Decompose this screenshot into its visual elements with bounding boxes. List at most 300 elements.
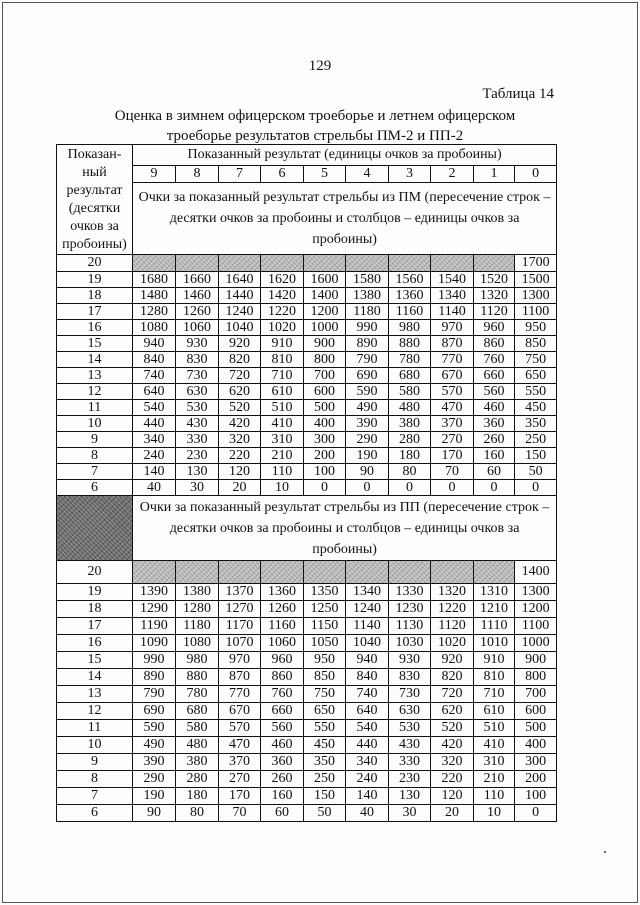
table-cell: 180 [176, 788, 219, 805]
table-row [57, 720, 557, 737]
table-cell: 790 [346, 352, 389, 368]
table-cell: 510 [261, 400, 304, 416]
table-row [57, 788, 557, 805]
digit-header-2: 2 [431, 166, 474, 183]
table-cell: 770 [431, 352, 474, 368]
table-cell: 970 [219, 652, 261, 669]
table-cell: 1260 [261, 601, 304, 618]
pm-row-20 [57, 255, 557, 272]
table-cell: 780 [389, 352, 431, 368]
table-cell: 1040 [346, 635, 389, 652]
table-cell: 310 [261, 432, 304, 448]
table-cell: 580 [176, 720, 219, 737]
row-label: 10 [57, 416, 133, 432]
score-table [56, 144, 557, 822]
table-cell: 360 [261, 754, 304, 771]
table-row [57, 601, 557, 618]
table-cell: 1660 [176, 272, 219, 288]
shaded-cell [304, 255, 346, 272]
table-cell: 420 [431, 737, 474, 754]
table-cell: 1100 [515, 304, 557, 320]
table-cell: 770 [219, 686, 261, 703]
table-cell: 260 [474, 432, 515, 448]
table-cell: 1640 [219, 272, 261, 288]
shaded-cell [431, 561, 474, 584]
table-cell: 70 [219, 805, 261, 822]
table-cell: 230 [389, 771, 431, 788]
table-row [57, 304, 557, 320]
table-cell: 980 [389, 320, 431, 336]
table-cell: 450 [515, 400, 557, 416]
pp-section-title: Очки за показанный результат стрельбы из ПП (пересечение строк – десятки очков за пробоины и столбцов – единицы очков за пробоины) [133, 496, 557, 561]
table-cell: 1340 [431, 288, 474, 304]
table-cell: 880 [389, 336, 431, 352]
table-cell: 1380 [346, 288, 389, 304]
table-cell: 940 [346, 652, 389, 669]
table-cell: 660 [474, 368, 515, 384]
table-cell: 30 [389, 805, 431, 822]
table-cell: 860 [261, 669, 304, 686]
table-cell: 1020 [431, 635, 474, 652]
table-cell: 430 [389, 737, 431, 754]
table-cell: 990 [133, 652, 176, 669]
row-label: 7 [57, 464, 133, 480]
table-row [57, 635, 557, 652]
digit-header-7: 7 [219, 166, 261, 183]
table-cell: 1390 [133, 584, 176, 601]
table-cell: 70 [431, 464, 474, 480]
table-cell: 1260 [176, 304, 219, 320]
table-cell: 290 [133, 771, 176, 788]
table-cell: 400 [515, 737, 557, 754]
row-label: 15 [57, 652, 133, 669]
table-cell: 300 [515, 754, 557, 771]
row-label: 19 [57, 272, 133, 288]
table-cell: 530 [389, 720, 431, 737]
table-cell: 750 [304, 686, 346, 703]
table-row [57, 288, 557, 304]
table-cell: 810 [474, 669, 515, 686]
table-cell: 820 [219, 352, 261, 368]
table-row [57, 400, 557, 416]
digit-header-9: 9 [133, 166, 176, 183]
table-cell: 740 [346, 686, 389, 703]
table-row [57, 464, 557, 480]
table-cell: 1080 [133, 320, 176, 336]
table-cell: 1080 [176, 635, 219, 652]
row-label: 18 [57, 288, 133, 304]
table-cell: 470 [431, 400, 474, 416]
table-cell: 1220 [261, 304, 304, 320]
row-label: 20 [57, 255, 133, 272]
table-cell: 730 [176, 368, 219, 384]
table-cell: 200 [515, 771, 557, 788]
table-cell: 1130 [389, 618, 431, 635]
shaded-corner-cell [57, 496, 133, 561]
page-number: 129 [308, 58, 332, 74]
digit-header-1: 1 [474, 166, 515, 183]
table-cell: 890 [133, 669, 176, 686]
table-cell: 860 [474, 336, 515, 352]
table-row [57, 480, 557, 496]
row-label: 9 [57, 754, 133, 771]
table-cell: 1070 [219, 635, 261, 652]
table-cell: 800 [304, 352, 346, 368]
table-cell: 50 [304, 805, 346, 822]
table-cell: 330 [389, 754, 431, 771]
table-cell: 550 [304, 720, 346, 737]
table-cell: 750 [515, 352, 557, 368]
table-cell: 1090 [133, 635, 176, 652]
table-cell: 350 [515, 416, 557, 432]
table-cell: 690 [346, 368, 389, 384]
table-cell: 920 [219, 336, 261, 352]
digit-header-3: 3 [389, 166, 431, 183]
table-cell: 890 [346, 336, 389, 352]
table-cell: 620 [219, 384, 261, 400]
table-cell: 380 [389, 416, 431, 432]
table-cell: 60 [474, 464, 515, 480]
table-cell: 1350 [304, 584, 346, 601]
table-row [57, 448, 557, 464]
table-cell: 1120 [431, 618, 474, 635]
row-label: 6 [57, 805, 133, 822]
table-cell: 600 [515, 703, 557, 720]
table-cell: 1220 [431, 601, 474, 618]
table-cell: 640 [133, 384, 176, 400]
table-cell: 590 [346, 384, 389, 400]
row-label: 13 [57, 686, 133, 703]
table-cell: 1230 [389, 601, 431, 618]
pm-section-header-row [57, 183, 557, 255]
caption-line-1: Оценка в зимнем офицерском троеборье и летнем офицерском [114, 108, 516, 124]
table-cell: 90 [346, 464, 389, 480]
digit-header-0: 0 [515, 166, 557, 183]
table-cell: 1370 [219, 584, 261, 601]
table-cell: 60 [261, 805, 304, 822]
table-cell: 550 [515, 384, 557, 400]
table-cell: 1620 [261, 272, 304, 288]
table-cell: 110 [261, 464, 304, 480]
digits-row [57, 166, 557, 183]
table-cell: 220 [431, 771, 474, 788]
table-cell: 150 [304, 788, 346, 805]
table-cell: 480 [176, 737, 219, 754]
table-cell: 290 [346, 432, 389, 448]
table-cell: 350 [304, 754, 346, 771]
shaded-cell [389, 255, 431, 272]
table-cell: 300 [304, 432, 346, 448]
table-cell: 370 [219, 754, 261, 771]
table-cell: 1440 [219, 288, 261, 304]
shaded-cell [219, 561, 261, 584]
table-cell: 1420 [261, 288, 304, 304]
table-cell: 1460 [176, 288, 219, 304]
table-cell: 1010 [474, 635, 515, 652]
table-cell: 780 [176, 686, 219, 703]
table-cell: 390 [133, 754, 176, 771]
table-cell: 1020 [261, 320, 304, 336]
table-cell: 870 [219, 669, 261, 686]
shaded-cell [304, 561, 346, 584]
table-cell: 650 [515, 368, 557, 384]
table-cell: 450 [304, 737, 346, 754]
shaded-cell [346, 255, 389, 272]
table-cell: 630 [389, 703, 431, 720]
table-cell: 120 [219, 464, 261, 480]
table-cell: 1180 [346, 304, 389, 320]
shaded-cell [474, 561, 515, 584]
table-cell: 500 [304, 400, 346, 416]
table-cell: 730 [389, 686, 431, 703]
table-cell: 820 [431, 669, 474, 686]
table-cell: 440 [133, 416, 176, 432]
table-cell: 0 [346, 480, 389, 496]
table-cell: 1170 [219, 618, 261, 635]
table-cell: 1700 [515, 255, 557, 272]
table-cell: 340 [133, 432, 176, 448]
table-cell: 270 [431, 432, 474, 448]
table-cell: 1050 [304, 635, 346, 652]
table-cell: 130 [176, 464, 219, 480]
shaded-cell [261, 255, 304, 272]
table-cell: 710 [474, 686, 515, 703]
row-label: 14 [57, 669, 133, 686]
row-label: 13 [57, 368, 133, 384]
table-cell: 950 [304, 652, 346, 669]
table-cell: 420 [219, 416, 261, 432]
table-cell: 240 [133, 448, 176, 464]
table-cell: 570 [431, 384, 474, 400]
table-cell: 960 [261, 652, 304, 669]
table-cell: 120 [431, 788, 474, 805]
table-cell: 190 [346, 448, 389, 464]
table-cell: 1060 [176, 320, 219, 336]
table-cell: 690 [133, 703, 176, 720]
table-cell: 740 [133, 368, 176, 384]
shaded-cell [261, 561, 304, 584]
table-cell: 150 [515, 448, 557, 464]
table-row [57, 669, 557, 686]
table-cell: 80 [389, 464, 431, 480]
table-cell: 250 [515, 432, 557, 448]
row-label: 17 [57, 304, 133, 320]
table-cell: 0 [515, 480, 557, 496]
table-cell: 100 [304, 464, 346, 480]
table-cell: 1100 [515, 618, 557, 635]
row-label: 7 [57, 788, 133, 805]
row-label: 6 [57, 480, 133, 496]
table-cell: 160 [474, 448, 515, 464]
table-cell: 1300 [515, 288, 557, 304]
shaded-cell [474, 255, 515, 272]
table-cell: 280 [389, 432, 431, 448]
row-label: 15 [57, 336, 133, 352]
table-cell: 870 [431, 336, 474, 352]
table-row [57, 320, 557, 336]
table-row [57, 336, 557, 352]
table-cell: 1200 [304, 304, 346, 320]
table-row [57, 352, 557, 368]
table-cell: 850 [515, 336, 557, 352]
table-cell: 310 [474, 754, 515, 771]
table-cell: 500 [515, 720, 557, 737]
table-cell: 440 [346, 737, 389, 754]
row-label: 16 [57, 635, 133, 652]
shaded-cell [133, 561, 176, 584]
table-cell: 1240 [346, 601, 389, 618]
scan-speck [604, 851, 606, 853]
table-cell: 160 [261, 788, 304, 805]
table-cell: 240 [346, 771, 389, 788]
table-cell: 1140 [346, 618, 389, 635]
table-cell: 1300 [515, 584, 557, 601]
table-cell: 1110 [474, 618, 515, 635]
table-cell: 840 [346, 669, 389, 686]
shaded-cell [176, 561, 219, 584]
shaded-cell [389, 561, 431, 584]
table-cell: 960 [474, 320, 515, 336]
table-cell: 720 [431, 686, 474, 703]
table-cell: 460 [261, 737, 304, 754]
table-cell: 510 [474, 720, 515, 737]
table-cell: 1270 [219, 601, 261, 618]
table-cell: 1360 [261, 584, 304, 601]
table-cell: 1000 [304, 320, 346, 336]
table-cell: 630 [176, 384, 219, 400]
digit-header-8: 8 [176, 166, 219, 183]
table-cell: 330 [176, 432, 219, 448]
table-cell: 1160 [389, 304, 431, 320]
table-cell: 490 [346, 400, 389, 416]
table-cell: 1310 [474, 584, 515, 601]
table-cell: 20 [431, 805, 474, 822]
row-label: 16 [57, 320, 133, 336]
table-cell: 670 [219, 703, 261, 720]
table-cell: 1180 [176, 618, 219, 635]
table-cell: 970 [431, 320, 474, 336]
table-cell: 1200 [515, 601, 557, 618]
table-cell: 880 [176, 669, 219, 686]
header-row [57, 145, 557, 166]
row-label: 11 [57, 400, 133, 416]
table-cell: 0 [389, 480, 431, 496]
table-cell: 1360 [389, 288, 431, 304]
row-label: 19 [57, 584, 133, 601]
row-label: 14 [57, 352, 133, 368]
table-cell: 460 [474, 400, 515, 416]
table-row [57, 618, 557, 635]
table-cell: 700 [515, 686, 557, 703]
table-cell: 100 [515, 788, 557, 805]
table-cell: 1540 [431, 272, 474, 288]
table-cell: 540 [133, 400, 176, 416]
table-cell: 810 [261, 352, 304, 368]
table-cell: 140 [133, 464, 176, 480]
table-cell: 620 [431, 703, 474, 720]
table-cell: 190 [133, 788, 176, 805]
table-cell: 830 [389, 669, 431, 686]
table-cell: 1040 [219, 320, 261, 336]
table-cell: 0 [474, 480, 515, 496]
row-label: 20 [57, 561, 133, 584]
table-cell: 230 [176, 448, 219, 464]
table-row [57, 432, 557, 448]
table-cell: 1030 [389, 635, 431, 652]
table-cell: 0 [304, 480, 346, 496]
table-cell: 910 [261, 336, 304, 352]
table-cell: 1160 [261, 618, 304, 635]
table-cell: 110 [474, 788, 515, 805]
table-cell: 1280 [133, 304, 176, 320]
table-cell: 570 [219, 720, 261, 737]
table-cell: 170 [431, 448, 474, 464]
row-label: 10 [57, 737, 133, 754]
table-cell: 920 [431, 652, 474, 669]
table-cell: 760 [261, 686, 304, 703]
pp-section-header-row [57, 496, 557, 561]
table-cell: 520 [219, 400, 261, 416]
table-cell: 340 [346, 754, 389, 771]
table-cell: 1520 [474, 272, 515, 288]
table-cell: 470 [219, 737, 261, 754]
table-cell: 320 [431, 754, 474, 771]
table-cell: 1400 [515, 561, 557, 584]
corner-label: Показан-ный результат (десятки очков за пробоины) [57, 145, 133, 255]
row-label: 8 [57, 771, 133, 788]
table-cell: 210 [261, 448, 304, 464]
table-cell: 380 [176, 754, 219, 771]
table-cell: 700 [304, 368, 346, 384]
row-label: 9 [57, 432, 133, 448]
table-cell: 370 [431, 416, 474, 432]
table-cell: 1600 [304, 272, 346, 288]
table-cell: 850 [304, 669, 346, 686]
table-cell: 480 [389, 400, 431, 416]
digit-header-6: 6 [261, 166, 304, 183]
table-cell: 610 [474, 703, 515, 720]
table-cell: 90 [133, 805, 176, 822]
shaded-cell [133, 255, 176, 272]
table-cell: 1330 [389, 584, 431, 601]
table-cell: 1190 [133, 618, 176, 635]
digit-header-4: 4 [346, 166, 389, 183]
table-cell: 580 [389, 384, 431, 400]
table-cell: 40 [346, 805, 389, 822]
table-cell: 320 [219, 432, 261, 448]
table-cell: 0 [515, 805, 557, 822]
table-cell: 610 [261, 384, 304, 400]
table-cell: 800 [515, 669, 557, 686]
pp-row-20 [57, 561, 557, 584]
table-cell: 1140 [431, 304, 474, 320]
table-cell: 1210 [474, 601, 515, 618]
table-cell: 900 [304, 336, 346, 352]
table-row [57, 754, 557, 771]
table-cell: 360 [474, 416, 515, 432]
table-cell: 130 [389, 788, 431, 805]
table-cell: 1150 [304, 618, 346, 635]
table-cell: 10 [474, 805, 515, 822]
table-cell: 1680 [133, 272, 176, 288]
table-cell: 30 [176, 480, 219, 496]
table-row [57, 771, 557, 788]
table-cell: 530 [176, 400, 219, 416]
table-cell: 680 [176, 703, 219, 720]
table-row [57, 652, 557, 669]
digit-header-5: 5 [304, 166, 346, 183]
table-cell: 260 [261, 771, 304, 788]
